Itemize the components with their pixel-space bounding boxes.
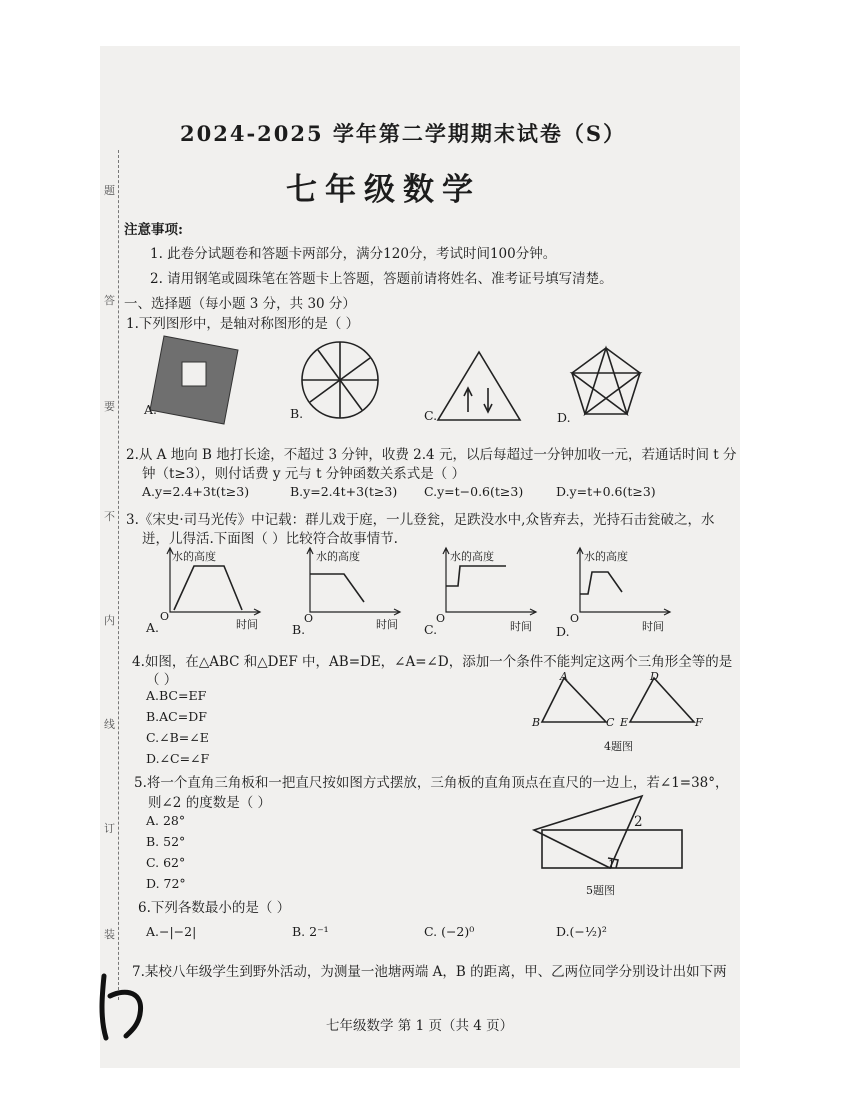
- q2-option: C.y=t−0.6(t≥3): [424, 484, 524, 499]
- q1-figure-d: [570, 346, 642, 418]
- q3-origin: O: [160, 610, 170, 623]
- vertex-label: A: [560, 670, 568, 683]
- question-4-line: 4.如图，在△ABC 和△DEF 中，AB=DE，∠A=∠D，添加一个条件不能判定这两个三角形全等的是: [132, 654, 733, 670]
- q1-figure-c: [436, 350, 522, 424]
- q3-xlabel: 时间: [236, 618, 258, 631]
- vertex-label: C: [606, 716, 615, 729]
- q5-option: D. 72°: [146, 876, 186, 891]
- vertex-label: D: [650, 670, 659, 683]
- q3-ylabel: 水的高度: [316, 550, 360, 563]
- question-6-stem: 6.下列各数最小的是（ ）: [138, 900, 291, 916]
- question-7-line: 7.某校八年级学生到野外活动，为测量一池塘两端 A，B 的距离，甲、乙两位同学分别设计出如下两: [132, 964, 727, 980]
- question-5-line: 则∠2 的度数是（ ）: [148, 795, 271, 811]
- q2-option: A.y=2.4+3t(t≥3): [142, 484, 250, 499]
- q5-option: A. 28°: [146, 813, 186, 828]
- q1-option: D.: [557, 410, 571, 425]
- q4-option: B.AC=DF: [146, 709, 207, 724]
- q5-ruler-triangle-figure: [530, 792, 700, 878]
- q3-option: A.: [146, 620, 160, 635]
- q3-xlabel: 时间: [510, 620, 532, 633]
- q3-option: D.: [556, 624, 570, 639]
- page-footer: 七年级数学 第 1 页（共 4 页）: [326, 1018, 514, 1034]
- q2-option: B.y=2.4t+3(t≥3): [290, 484, 398, 499]
- q2-option: D.y=t+0.6(t≥3): [556, 484, 656, 499]
- q6-option: A.−|−2|: [146, 924, 197, 939]
- exam-title: 2024-2025 学年第二学期期末试卷（S）: [180, 121, 627, 146]
- q3-ylabel: 水的高度: [172, 550, 216, 563]
- notice-heading: 注意事项:: [124, 222, 183, 238]
- side-label: 题: [104, 184, 115, 197]
- q1-option: A.: [144, 402, 158, 417]
- question-3-line: 迸，儿得活.下面图（ ）比较符合故事情节.: [142, 531, 398, 547]
- side-label: 不: [104, 510, 115, 523]
- q3-option: B.: [292, 622, 306, 637]
- q3-option: C.: [424, 622, 438, 637]
- q3-origin: O: [304, 612, 314, 625]
- q4-triangles-figure: [530, 672, 700, 732]
- q3-origin: O: [436, 612, 446, 625]
- q4-caption: 4题图: [604, 740, 633, 753]
- q3-ylabel: 水的高度: [450, 550, 494, 563]
- q4-option: C.∠B=∠E: [146, 730, 209, 745]
- q6-option: B. 2⁻¹: [292, 924, 329, 939]
- q5-option: B. 52°: [146, 834, 186, 849]
- question-5-line: 5.将一个直角三角板和一把直尺按如图方式摆放，三角板的直角顶点在直尺的一边上，若∠1=38°，: [134, 775, 729, 791]
- q1-option: B.: [290, 406, 304, 421]
- angle-mark: 1: [608, 858, 615, 871]
- side-label: 装: [104, 928, 115, 941]
- side-label: 线: [104, 718, 115, 731]
- vertex-label: F: [695, 716, 703, 729]
- question-3-line: 3.《宋史·司马光传》中记载：群儿戏于庭，一儿登瓮，足跌没水中,众皆弃去，光持石击瓮破之，水: [126, 512, 715, 528]
- question-1-stem: 1.下列图形中，是轴对称图形的是（ ）: [126, 316, 360, 332]
- side-label: 内: [104, 614, 115, 627]
- side-label: 要: [104, 400, 115, 413]
- q6-option: C. (−2)⁰: [424, 924, 475, 939]
- q3-ylabel: 水的高度: [584, 550, 628, 563]
- q1-figure-b: [300, 340, 380, 420]
- angle-mark: 2: [634, 814, 643, 830]
- q3-xlabel: 时间: [642, 620, 664, 633]
- subject-title: 七年级数学: [286, 172, 481, 208]
- notice-item: 1. 此卷分试题卷和答题卡两部分，满分120分，考试时间100分钟。: [150, 246, 557, 262]
- vertex-label: B: [532, 716, 541, 729]
- side-label: 答: [104, 294, 115, 307]
- vertex-label: E: [620, 716, 629, 729]
- q3-xlabel: 时间: [376, 618, 398, 631]
- q4-option: A.BC=EF: [146, 688, 207, 703]
- side-label: 订: [104, 822, 115, 835]
- question-2-line: 钟（t≥3），则付话费 y 元与 t 分钟函数关系式是（ ）: [142, 466, 466, 482]
- q1-figure-a: [150, 330, 240, 420]
- q4-option: D.∠C=∠F: [146, 751, 210, 766]
- handwritten-mark: [96, 966, 156, 1046]
- section-heading: 一、选择题（每小题 3 分，共 30 分）: [124, 296, 356, 312]
- q5-caption: 5题图: [586, 884, 615, 897]
- q6-option: D.(−½)²: [556, 924, 607, 939]
- q3-origin: O: [570, 612, 580, 625]
- q5-option: C. 62°: [146, 855, 186, 870]
- binding-line: [118, 150, 119, 1000]
- question-4-line: （ ）: [146, 672, 178, 688]
- notice-item: 2. 请用钢笔或圆珠笔在答题卡上答题，答题前请将姓名、准考证号填写清楚。: [150, 271, 613, 287]
- q1-option: C.: [424, 408, 438, 423]
- question-2-line: 2.从 A 地向 B 地打长途，不超过 3 分钟，收费 2.4 元，以后每超过一分钟加收一元，若通话时间 t 分: [126, 447, 737, 463]
